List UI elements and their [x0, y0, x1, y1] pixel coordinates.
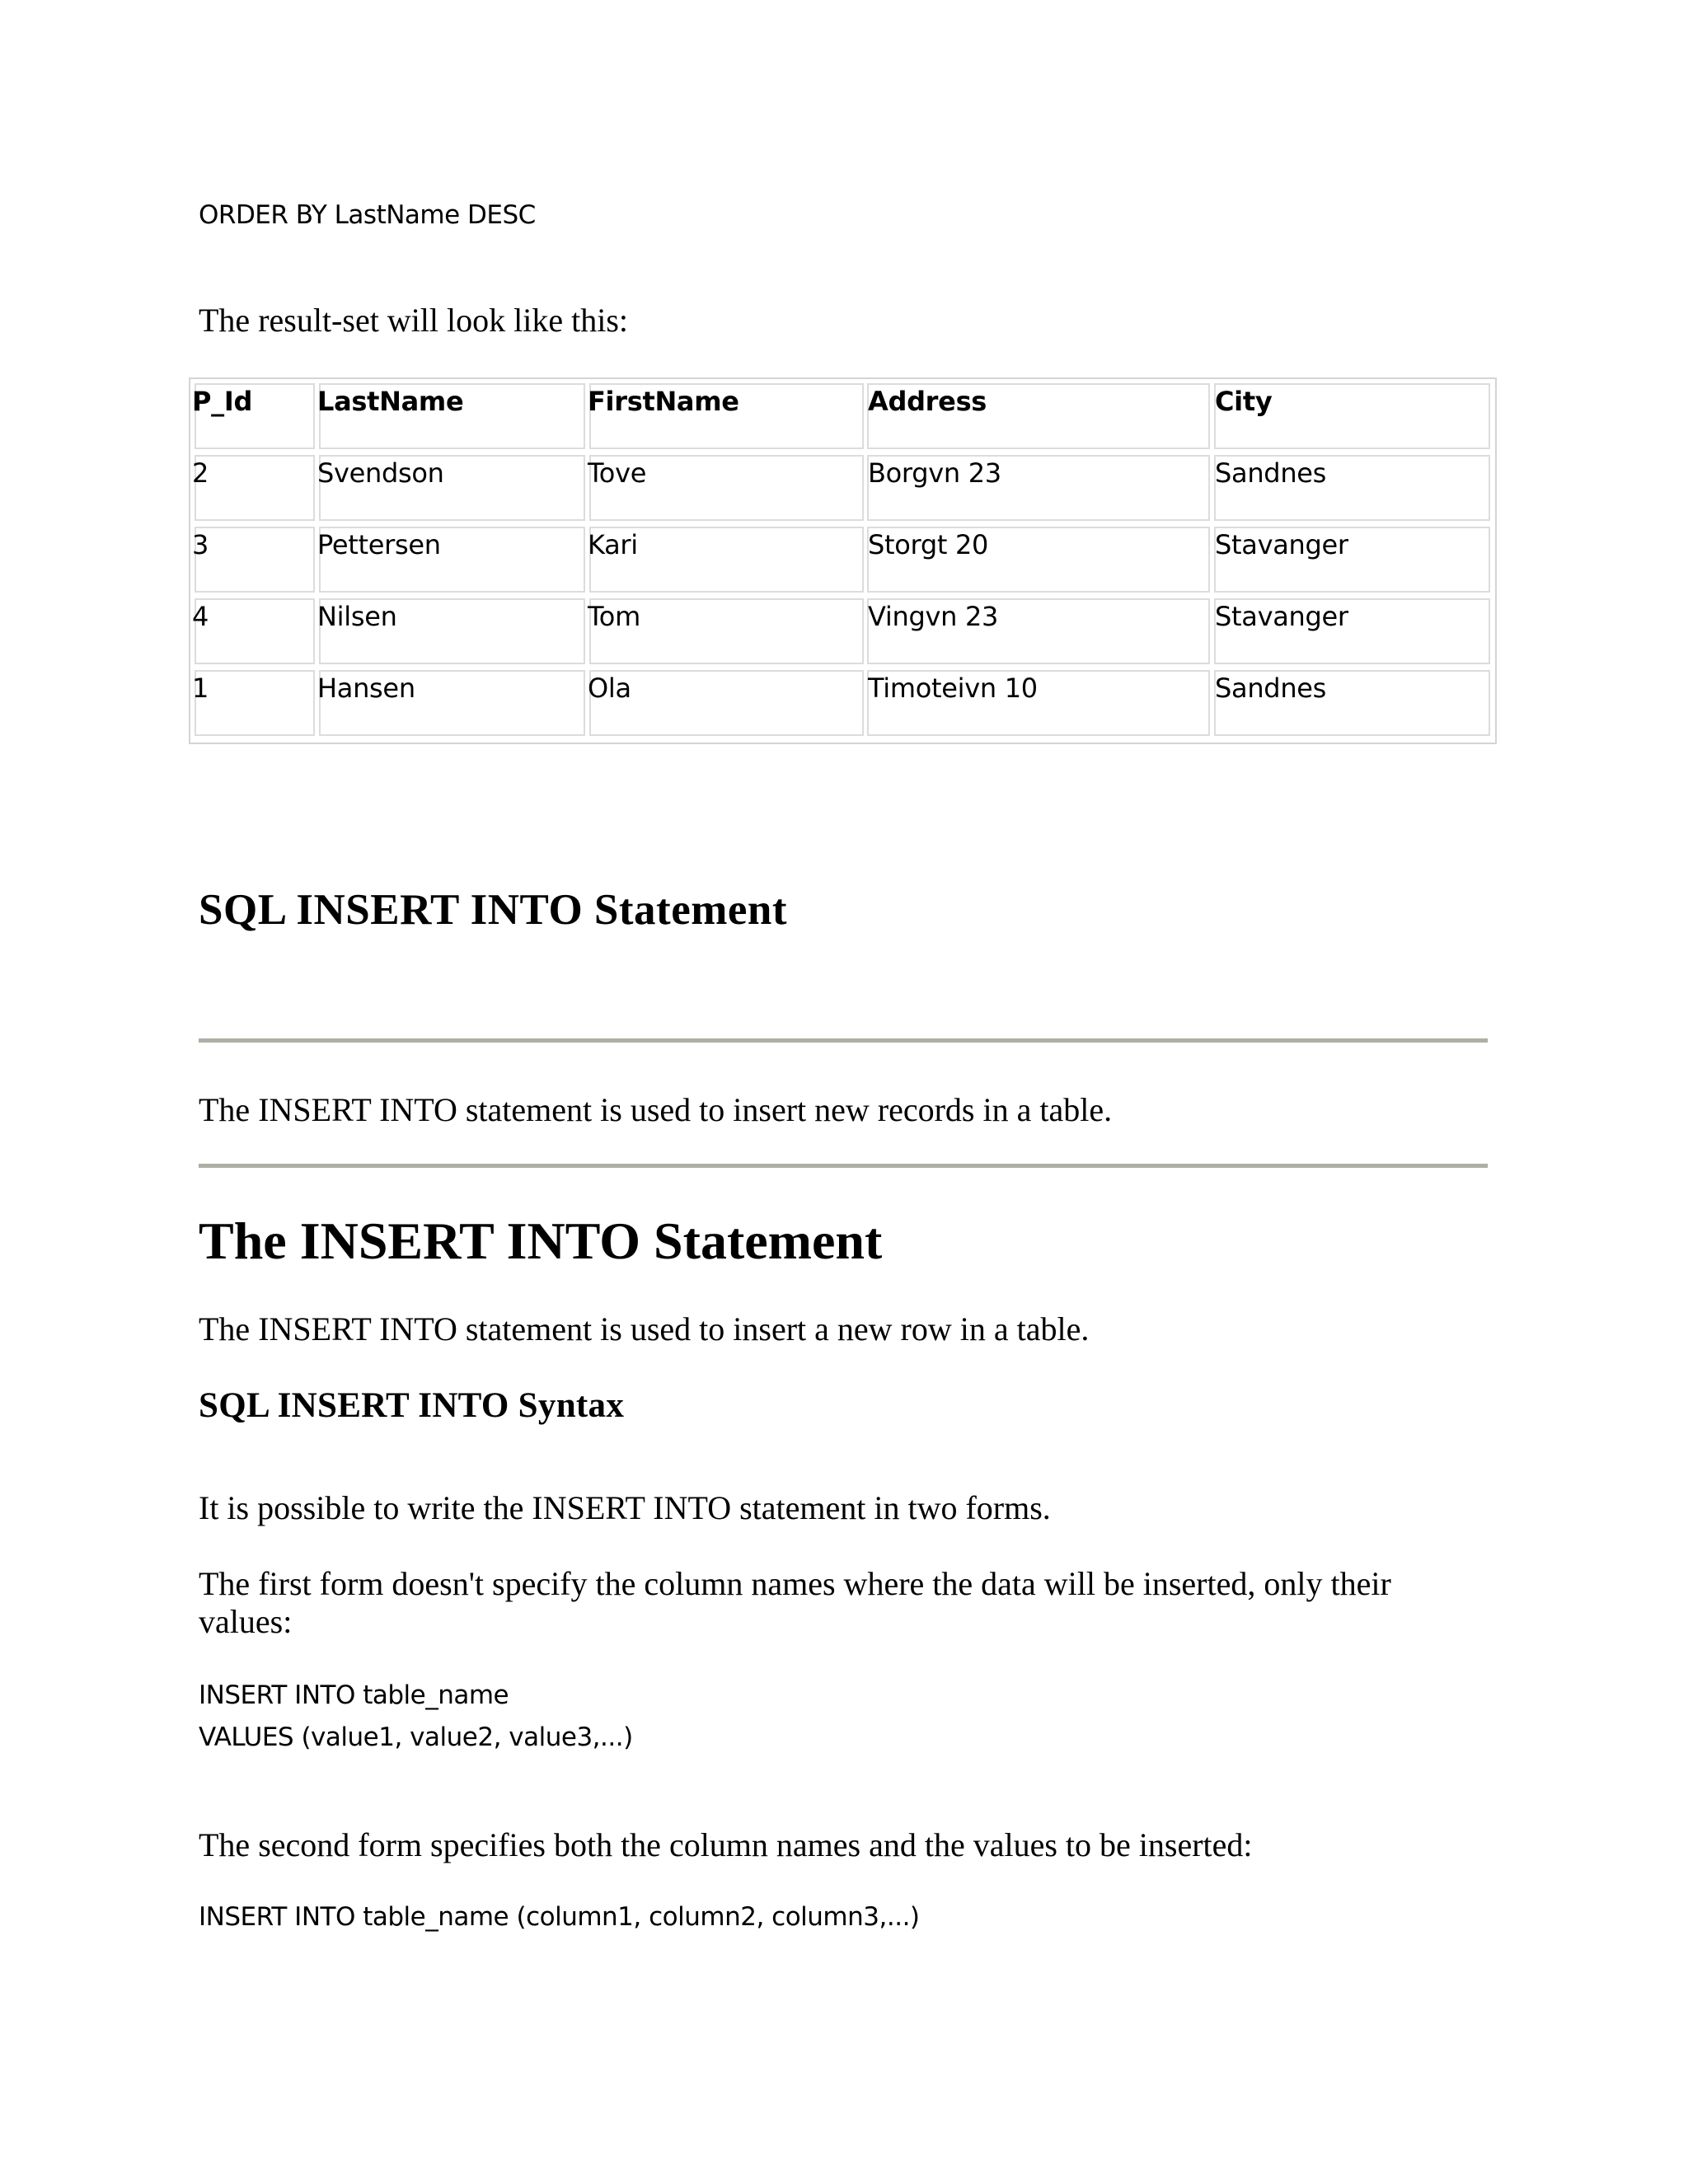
table-value-address: Timoteivn 10 — [868, 673, 1038, 704]
main-heading: The INSERT INTO Statement — [199, 1212, 883, 1270]
syntax-heading: SQL INSERT INTO Syntax — [199, 1386, 625, 1425]
table-value-firstname: Kari — [588, 529, 638, 560]
table-value-city: Stavanger — [1215, 601, 1348, 632]
first-form-text-line2: values: — [199, 1603, 293, 1640]
table-value-lastname: Pettersen — [317, 529, 441, 560]
table-value-address: Vingvn 23 — [868, 601, 999, 632]
table-cell-p-id — [195, 598, 315, 664]
table-cell-p-id — [195, 670, 315, 736]
divider-top — [199, 1038, 1488, 1043]
table-value-firstname: Tove — [588, 457, 647, 489]
table-value-p-id: 1 — [192, 673, 209, 704]
table-value-firstname: Tom — [588, 601, 640, 632]
table-value-p-id: 4 — [192, 601, 209, 632]
table-header-address: Address — [868, 386, 987, 417]
second-form-code: INSERT INTO table_name (column1, column2, column3,...) — [199, 1902, 920, 1932]
result-intro-text: The result-set will look like this: — [199, 302, 629, 339]
table-header-firstname: FirstName — [588, 386, 739, 417]
order-by-code: ORDER BY LastName DESC — [199, 200, 536, 230]
table-cell-p-id — [195, 527, 315, 593]
table-value-firstname: Ola — [588, 673, 631, 704]
table-value-p-id: 3 — [192, 529, 209, 560]
forms-intro-text: It is possible to write the INSERT INTO statement in two forms. — [199, 1489, 1051, 1526]
section-summary: The INSERT INTO statement is used to insert new records in a table. — [199, 1091, 1113, 1128]
table-header-p-id: P_Id — [192, 386, 253, 417]
first-form-code-line1: INSERT INTO table_name — [199, 1680, 509, 1710]
table-value-city: Sandnes — [1215, 457, 1327, 489]
first-form-code-line2: VALUES (value1, value2, value3,...) — [199, 1722, 633, 1752]
divider-bottom — [199, 1164, 1488, 1168]
table-value-lastname: Hansen — [317, 673, 415, 704]
table-value-p-id: 2 — [192, 457, 209, 489]
table-value-city: Stavanger — [1215, 529, 1348, 560]
table-value-address: Storgt 20 — [868, 529, 989, 560]
section-title: SQL INSERT INTO Statement — [199, 886, 788, 934]
table-value-lastname: Svendson — [317, 457, 444, 489]
second-form-text: The second form specifies both the column names and the values to be inserted: — [199, 1826, 1253, 1863]
first-form-text-line1: The first form doesn't specify the column names where the data will be inserted, only their — [199, 1565, 1391, 1602]
main-intro-text: The INSERT INTO statement is used to insert a new row in a table. — [199, 1310, 1090, 1347]
table-value-address: Borgvn 23 — [868, 457, 1001, 489]
table-header-city: City — [1215, 386, 1273, 417]
table-cell-p-id — [195, 455, 315, 521]
table-value-lastname: Nilsen — [317, 601, 397, 632]
table-header-lastname: LastName — [317, 386, 464, 417]
table-value-city: Sandnes — [1215, 673, 1327, 704]
